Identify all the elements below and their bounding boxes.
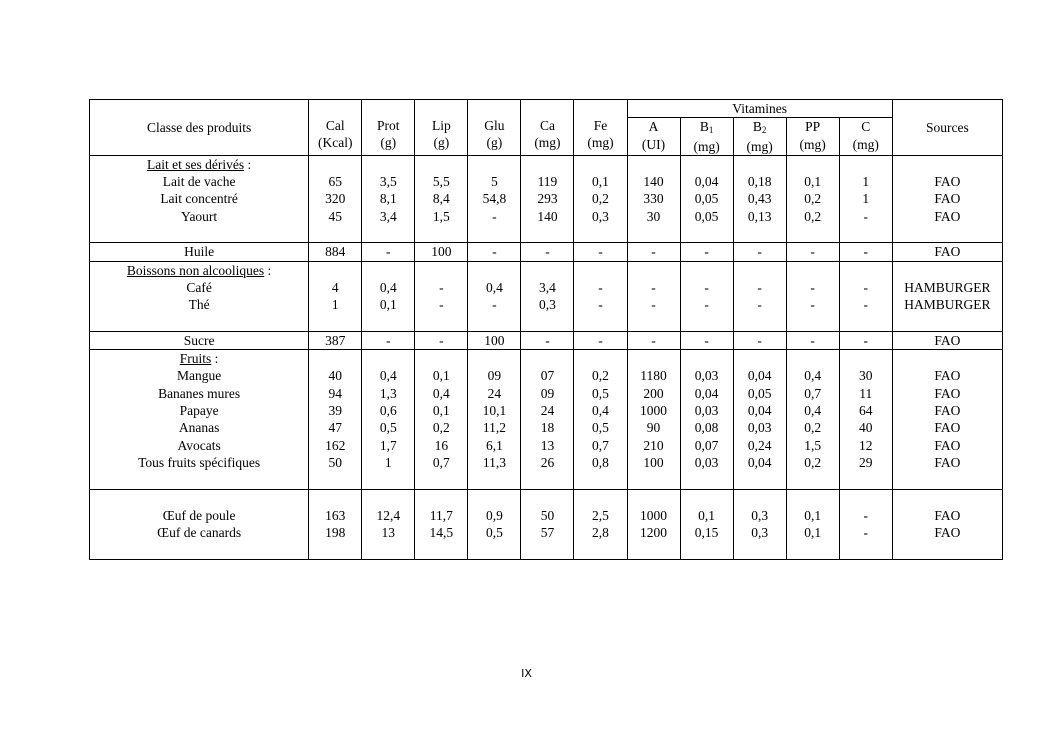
value-cell: 0,4 0,7 0,4 0,2 1,5 0,2 [786, 350, 839, 489]
value-cell: 2,5 2,8 [574, 489, 627, 559]
value-cell: 0,4 0,1 [362, 261, 415, 331]
source-cell: FAO [892, 243, 1002, 261]
value-cell: 884 [309, 243, 362, 261]
group-title: Fruits [179, 351, 212, 367]
value-cell: 163 198 [309, 489, 362, 559]
value-cell: - [786, 243, 839, 261]
value-cell: 12,4 13 [362, 489, 415, 559]
value-cell: 0,1 0,2 0,3 [574, 155, 627, 242]
value-cell: 0,4 - [468, 261, 521, 331]
group-title: Boissons non alcooliques [126, 262, 265, 278]
value-cell: 387 [309, 331, 362, 349]
source-cell: FAO [892, 331, 1002, 349]
value-cell: - [362, 243, 415, 261]
value-cell: - - [415, 261, 468, 331]
value-cell: - - [733, 261, 786, 331]
value-cell: 0,4 1,3 0,6 0,5 1,7 1 [362, 350, 415, 489]
value-cell: 30 11 64 40 12 29 [839, 350, 892, 489]
source-cell: FAO FAO FAO [892, 155, 1002, 242]
product-name-cell: Sucre [90, 331, 309, 349]
value-cell: - [839, 243, 892, 261]
header-cal: Cal (Kcal) [309, 100, 362, 156]
product-group [90, 331, 1003, 349]
header-vit-a: A (UI) [627, 118, 680, 156]
header-prot: Prot (g) [362, 100, 415, 156]
value-cell: 40 94 39 47 162 50 [309, 350, 362, 489]
header-fe: Fe (mg) [574, 100, 627, 156]
value-cell: - [733, 243, 786, 261]
value-cell: 140 330 30 [627, 155, 680, 242]
value-cell: - [415, 331, 468, 349]
header-vit-b1: B1 (mg) [680, 118, 733, 156]
header-vitamines: Vitamines [627, 100, 892, 118]
value-cell: 4 1 [309, 261, 362, 331]
value-cell: - [521, 331, 574, 349]
product-group [90, 489, 1003, 559]
value-cell: - [786, 331, 839, 349]
value-cell: 0,18 0,43 0,13 [733, 155, 786, 242]
header-ca: Ca (mg) [521, 100, 574, 156]
value-cell: 50 57 [521, 489, 574, 559]
value-cell: - [680, 331, 733, 349]
value-cell: 0,04 0,05 0,05 [680, 155, 733, 242]
value-cell: - - [680, 261, 733, 331]
group-title: Lait et ses dérivés [147, 156, 245, 172]
header-classe: Classe des produits [90, 100, 309, 156]
value-cell: 5,5 8,4 1,5 [415, 155, 468, 242]
value-cell: 0,04 0,05 0,04 0,03 0,24 0,04 [733, 350, 786, 489]
value-cell: 3,5 8,1 3,4 [362, 155, 415, 242]
header-row [90, 100, 1003, 118]
value-cell: 1000 1200 [627, 489, 680, 559]
value-cell: - [574, 243, 627, 261]
nutrition-table [89, 99, 1003, 560]
value-cell: 0,1 0,4 0,1 0,2 16 0,7 [415, 350, 468, 489]
header-vit-b2: B2 (mg) [733, 118, 786, 156]
value-cell: 11,7 14,5 [415, 489, 468, 559]
value-cell: 119 293 140 [521, 155, 574, 242]
product-name-cell: Huile [90, 243, 309, 261]
product-name-cell: Boissons non alcooliques : Café Thé [90, 261, 309, 331]
value-cell: 100 [415, 243, 468, 261]
product-name-cell: Lait et ses dérivés : Lait de vache Lait concentré Yaourt [90, 155, 309, 242]
value-cell: - [680, 243, 733, 261]
value-cell: 0,2 0,5 0,4 0,5 0,7 0,8 [574, 350, 627, 489]
value-cell: - [839, 331, 892, 349]
value-cell: 0,1 0,15 [680, 489, 733, 559]
product-group [90, 261, 1003, 331]
source-cell: FAO FAO [892, 489, 1002, 559]
header-vit-pp: PP (mg) [786, 118, 839, 156]
product-group [90, 243, 1003, 261]
value-cell: - [574, 331, 627, 349]
value-cell: - [627, 243, 680, 261]
header-sources: Sources [892, 100, 1002, 156]
value-cell: - - [839, 489, 892, 559]
header-lip: Lip (g) [415, 100, 468, 156]
header-vit-c: C (mg) [839, 118, 892, 156]
value-cell: - - [627, 261, 680, 331]
value-cell: 0,1 0,2 0,2 [786, 155, 839, 242]
value-cell: 5 54,8 - [468, 155, 521, 242]
value-cell: - - [574, 261, 627, 331]
source-cell: HAMBURGER HAMBURGER [892, 261, 1002, 331]
value-cell: 100 [468, 331, 521, 349]
source-cell: FAO FAO FAO FAO FAO FAO [892, 350, 1002, 489]
product-name-cell: Œuf de poule Œuf de canards [90, 489, 309, 559]
value-cell: 0,3 0,3 [733, 489, 786, 559]
value-cell: 0,03 0,04 0,03 0,08 0,07 0,03 [680, 350, 733, 489]
value-cell: - - [786, 261, 839, 331]
value-cell: 07 09 24 18 13 26 [521, 350, 574, 489]
value-cell: 3,4 0,3 [521, 261, 574, 331]
value-cell: - [468, 243, 521, 261]
value-cell: 0,9 0,5 [468, 489, 521, 559]
product-group [90, 350, 1003, 489]
value-cell: 09 24 10,1 11,2 6,1 11,3 [468, 350, 521, 489]
value-cell: 65 320 45 [309, 155, 362, 242]
value-cell: - - [839, 261, 892, 331]
value-cell: - [362, 331, 415, 349]
value-cell: - [521, 243, 574, 261]
value-cell: - [733, 331, 786, 349]
value-cell: - [627, 331, 680, 349]
value-cell: 1180 200 1000 90 210 100 [627, 350, 680, 489]
value-cell: 1 1 - [839, 155, 892, 242]
page-number: IX [521, 667, 532, 680]
product-name-cell: Fruits : Mangue Bananes mures Papaye Ananas Avocats Tous fruits spécifiques [90, 350, 309, 489]
value-cell: 0,1 0,1 [786, 489, 839, 559]
product-group [90, 155, 1003, 242]
header-glu: Glu (g) [468, 100, 521, 156]
